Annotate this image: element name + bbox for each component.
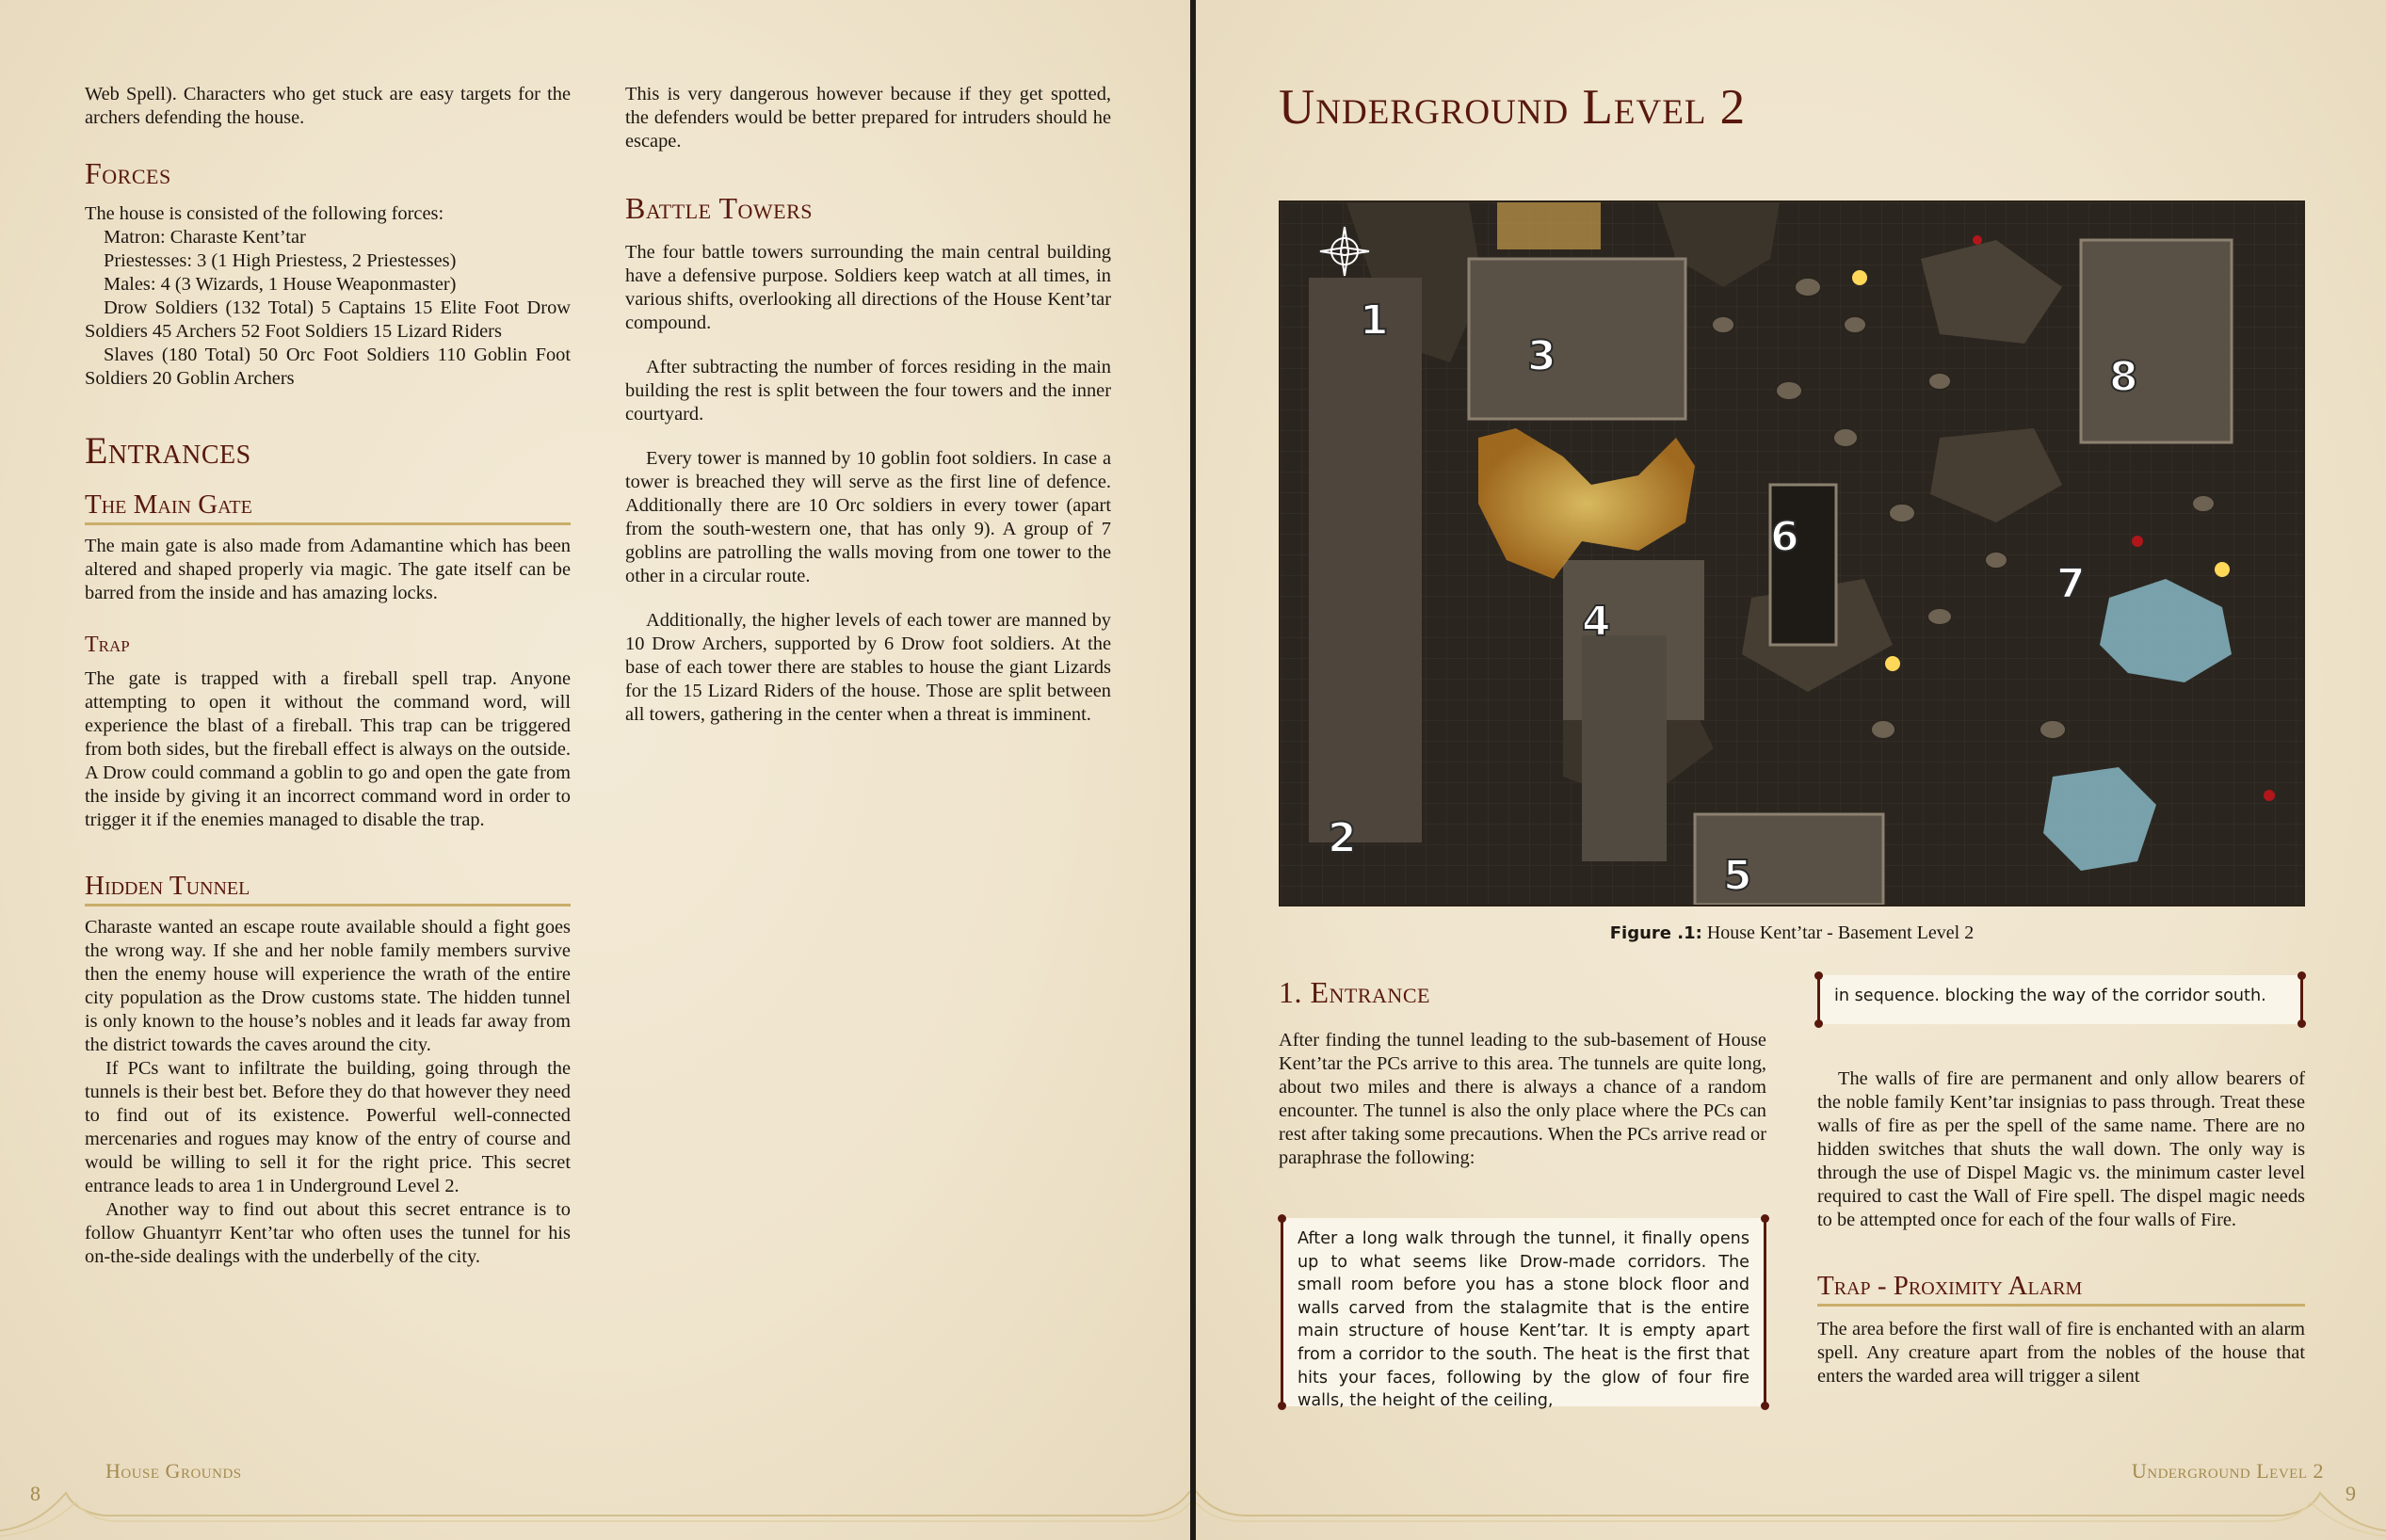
figure-caption-text: House Kent’tar - Basement Level 2 (1706, 922, 1975, 943)
figure-caption-label: Figure .1: (1609, 923, 1702, 943)
paragraph: The four battle towers surrounding the main central building have a defensive purpose. Soldiers keep watch at all times, in various shifts, overlooking all directions of the House Kent’tar compound. (625, 241, 1111, 333)
paragraph: After finding the tunnel leading to the sub-basement of House Kent’tar the PCs arrive to this area. The tunnels are quite long, about two miles and there is always a chance of a random encounter. The tunnel is also the only place where the PCs can rest after taking some precautions. When the PCs arrive read or paraphrase the following: (1279, 1029, 1766, 1168)
box-corner-dot (1814, 1019, 1823, 1028)
footer-ornament (1196, 1474, 2386, 1540)
heading-entrances: Entrances (85, 428, 251, 472)
paragraph: This is very dangerous however because if they get spotted, the defenders would be better prepared for intruders should he escape. (625, 84, 1111, 152)
heading-entrance: 1. Entrance (1279, 975, 1430, 1009)
paragraph: The area before the first wall of fire is enchanted with an alarm spell. Any creature apart from the nobles of the house that enters the warded area will trigger a silent (1817, 1318, 2305, 1387)
page-number: 9 (2346, 1482, 2356, 1505)
right-column-2 (1817, 1067, 2305, 1388)
heading-trap: Trap (85, 632, 130, 657)
box-corner-dot (1278, 1402, 1286, 1410)
paragraph: The walls of fire are permanent and only allow bearers of the noble family Kent’tar insignias to pass through. Treat these walls of fire as per the spell of the same name. There are no hidden switches that shuts the wall down. The only way is through the use of Dispel Magic vs. the minimum caster level required to cast the Wall of Fire spell. The dispel magic needs to be attempted once for each of the four walls of Fire. (1817, 1068, 2305, 1230)
map-label: 8 (2109, 353, 2138, 401)
paragraph: If PCs want to infiltrate the building, going through the tunnels is their best bet. Before they do that however they need to find out of its existence. Powerful well-connected mercenaries and rogues may know of the entry of course and would be willing to sell it for the right price. This secret entrance leads to area 1 in Underground Level 2. (85, 1058, 571, 1197)
paragraph: The gate is trapped with a fireball spell trap. Anyone attempting to open it without the command word, will experience the blast of a fireball. This trap can be triggered from both sides, but the fireball effect is always on the outside. A Drow could command a goblin to go and open the gate from the inside by giving it an incorrect command word in order to trigger it if the enemies managed to disable the trap. (85, 668, 571, 831)
map-label: 4 (1582, 598, 1611, 646)
heading-main-gate: The Main Gate (85, 489, 571, 525)
paragraph: The main gate is also made from Adamantine which has been altered and shaped properly via magic. The gate itself can be barred from the inside and has amazing locks. (85, 535, 571, 603)
list-item: Males: 4 (3 Wizards, 1 House Weaponmaster) (104, 273, 457, 295)
paragraph: Charaste wanted an escape route available should a fight goes the wrong way. If she and her noble family members survive then the enemy house will experience the wrath of the entire city population as the Drow customs state. The hidden tunnel is only known to the house’s nobles and it leads far away from the district towards the caves around the city. (85, 917, 571, 1056)
list-item: Drow Soldiers (132 Total) 5 Captains 15 Elite Foot Drow Soldiers 45 Archers 52 Foot Soldiers 15 Lizard Riders (85, 297, 571, 342)
paragraph: The house is consisted of the following forces: (85, 202, 444, 224)
right-page (1196, 0, 2386, 1540)
read-aloud-text: After a long walk through the tunnel, it finally opens up to what seems like Drow-made corridors. The small room before you has a stone block floor and walls carved from the stalagmite that is the entire main structure of house Kent’tar. It is empty apart from a corridor to the south. The heat is the first that hits your faces, following by the glow of four fire walls, the height of the ceiling, (1298, 1229, 1749, 1411)
page-number: 8 (30, 1482, 40, 1505)
map-label: 6 (1770, 513, 1799, 561)
left-column-1 (85, 83, 571, 1269)
heading-hidden-tunnel: Hidden Tunnel (85, 870, 571, 906)
heading-trap-proximity-alarm: Trap - Proximity Alarm (1817, 1270, 2305, 1307)
box-corner-dot (1278, 1214, 1286, 1223)
box-corner-dot (2297, 1019, 2306, 1028)
page-title: Underground Level 2 (1279, 80, 1747, 135)
map-label: 5 (1723, 852, 1752, 900)
list-item: Priestesses: 3 (1 High Priestess, 2 Priestesses) (104, 249, 457, 271)
list-item: Matron: Charaste Kent’tar (104, 226, 306, 248)
paragraph: Another way to find out about this secret entrance is to follow Ghuantyrr Kent’tar who often uses the tunnel for his on-the-side dealings with the underbelly of the city. (85, 1199, 571, 1268)
map-label: 2 (1328, 814, 1357, 862)
paragraph: Web Spell). Characters who get stuck are easy targets for the archers defending the house. (85, 84, 571, 128)
right-column-1 (1279, 975, 1766, 1170)
read-aloud-box-continued (1817, 975, 2303, 1024)
paragraph: Additionally, the higher levels of each tower are manned by 10 Drow Archers, supported by 6 Drow foot soldiers. At the base of each tower there are stables to house the giant Lizards for the 15 Lizard Riders of the house. Those are split between all towers, gathering in the center when a threat is imminent. (625, 609, 1111, 725)
left-column-2 (625, 83, 1111, 727)
box-corner-dot (1761, 1402, 1769, 1410)
left-page (0, 0, 1190, 1540)
box-corner-dot (1761, 1214, 1769, 1223)
map-figure (1279, 201, 2305, 906)
footer-ornament (0, 1474, 1190, 1540)
heading-forces: Forces (85, 156, 171, 190)
box-corner-dot (2297, 971, 2306, 980)
paragraph: After subtracting the number of forces residing in the main building the rest is split between the four towers and the inner courtyard. (625, 356, 1111, 425)
footer-section-title: Underground Level 2 (2131, 1459, 2324, 1483)
map-label: 7 (2056, 560, 2086, 608)
map-label: 1 (1360, 297, 1389, 345)
read-aloud-text: in sequence. blocking the way of the corridor south. (1834, 987, 2266, 1005)
dungeon-map (1281, 202, 2303, 905)
read-aloud-box (1281, 1218, 1766, 1411)
paragraph: Every tower is manned by 10 goblin foot soldiers. In case a tower is breached they will serve as the first line of defence. Additionally there are 10 Orc soldiers in every tower (apart from the south-western one, that has only 9). A group of 7 goblins are patrolling the walls moving from one tower to the other in a circular route. (625, 447, 1111, 586)
map-label: 3 (1527, 332, 1556, 380)
list-item: Slaves (180 Total) 50 Orc Foot Soldiers 110 Goblin Foot Soldiers 20 Goblin Archers (85, 344, 571, 389)
footer-section-title: House Grounds (105, 1459, 242, 1483)
box-corner-dot (1814, 971, 1823, 980)
figure-caption (1279, 922, 2305, 944)
heading-battle-towers: Battle Towers (625, 191, 814, 225)
